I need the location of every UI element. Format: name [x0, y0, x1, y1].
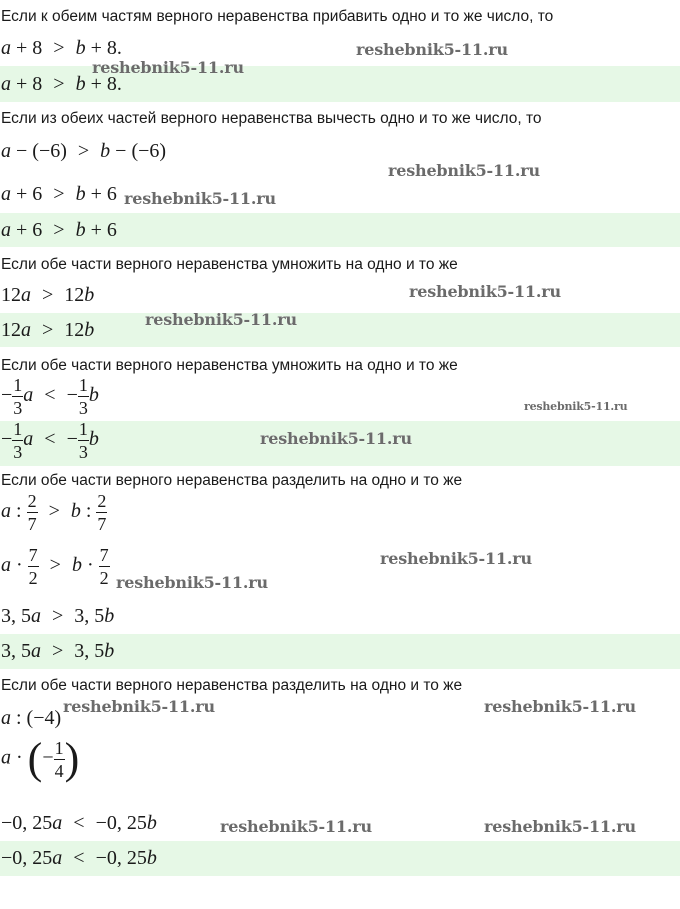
fraction: $\frac{7}{2}$ [99, 545, 109, 588]
watermark: reshebnik5-11.ru [124, 189, 276, 208]
fraction: $\frac{7}{2}$ [28, 545, 38, 588]
step-divide-fraction-2: a · $\frac{7}{2}$ > b · $\frac{7}{2}$ [1, 545, 109, 588]
intro-subtract: Если из обеих частей верного неравенства вычесть одно и то же число, то [1, 110, 542, 127]
step-divide-fraction-3: 3, 5a > 3, 5b [1, 605, 115, 627]
fraction: $\frac{1}{4}$ [54, 737, 64, 781]
intro-multiply-12: Если обе части верного неравенства умножить на одно и то же [1, 256, 458, 273]
watermark: reshebnik5-11.ru [145, 310, 297, 329]
watermark: reshebnik5-11.ru [524, 400, 628, 413]
step-divide-fraction-1: a : $\frac{2}{7}$ > b : $\frac{2}{7}$ [1, 491, 107, 534]
fraction: $\frac{1}{3}$ [13, 419, 23, 462]
answer-divide-neg: −0, 25a < −0, 25b [1, 847, 157, 869]
step-multiply-neg: − $\frac{1}{3}$ a < − $\frac{1}{3}$ b [1, 375, 99, 418]
watermark: reshebnik5-11.ru [92, 58, 244, 77]
fraction: $\frac{2}{7}$ [27, 491, 37, 534]
watermark: reshebnik5-11.ru [260, 429, 412, 448]
watermark: reshebnik5-11.ru [484, 697, 636, 716]
fraction: $\frac{1}{3}$ [13, 375, 23, 418]
intro-divide-neg: Если обе части верного неравенства разделить на одно и то же [1, 677, 463, 694]
step-divide-neg-1: a : (−4) [1, 707, 62, 729]
step-subtract-1: a − (−6) > b − (−6) [1, 140, 167, 162]
answer-divide-fraction: 3, 5a > 3, 5b [1, 640, 115, 662]
watermark: reshebnik5-11.ru [116, 573, 268, 592]
watermark: reshebnik5-11.ru [63, 697, 215, 716]
step-multiply-12: 12a > 12b [1, 284, 95, 306]
step-divide-neg-2: a · (− $\frac{1}{4}$ ) [1, 734, 80, 783]
fraction: $\frac{1}{3}$ [78, 375, 88, 418]
fraction: $\frac{2}{7}$ [97, 491, 107, 534]
watermark: reshebnik5-11.ru [380, 549, 532, 568]
answer-multiply-12: 12a > 12b [1, 319, 95, 341]
watermark: reshebnik5-11.ru [356, 40, 508, 59]
step-add: a + 8 > b + 8. [1, 37, 122, 59]
watermark: reshebnik5-11.ru [409, 282, 561, 301]
answer-multiply-12-highlight [0, 313, 680, 347]
answer-multiply-neg: − $\frac{1}{3}$ a < − $\frac{1}{3}$ b [1, 419, 99, 462]
watermark: reshebnik5-11.ru [220, 817, 372, 836]
answer-subtract: a + 6 > b + 6 [1, 219, 117, 241]
intro-add: Если к обеим частям верного неравенства прибавить одно и то же число, то [1, 8, 554, 25]
intro-multiply-neg: Если обе части верного неравенства умножить на одно и то же [1, 357, 458, 374]
intro-divide-fraction: Если обе части верного неравенства разделить на одно и то же [1, 472, 463, 489]
step-subtract-2: a + 6 > b + 6 [1, 183, 117, 205]
fraction: $\frac{1}{3}$ [78, 419, 88, 462]
step-divide-neg-3: −0, 25a < −0, 25b [1, 812, 157, 834]
answer-add: a + 8 > b + 8. [1, 73, 122, 95]
watermark: reshebnik5-11.ru [484, 817, 636, 836]
watermark: reshebnik5-11.ru [388, 161, 540, 180]
